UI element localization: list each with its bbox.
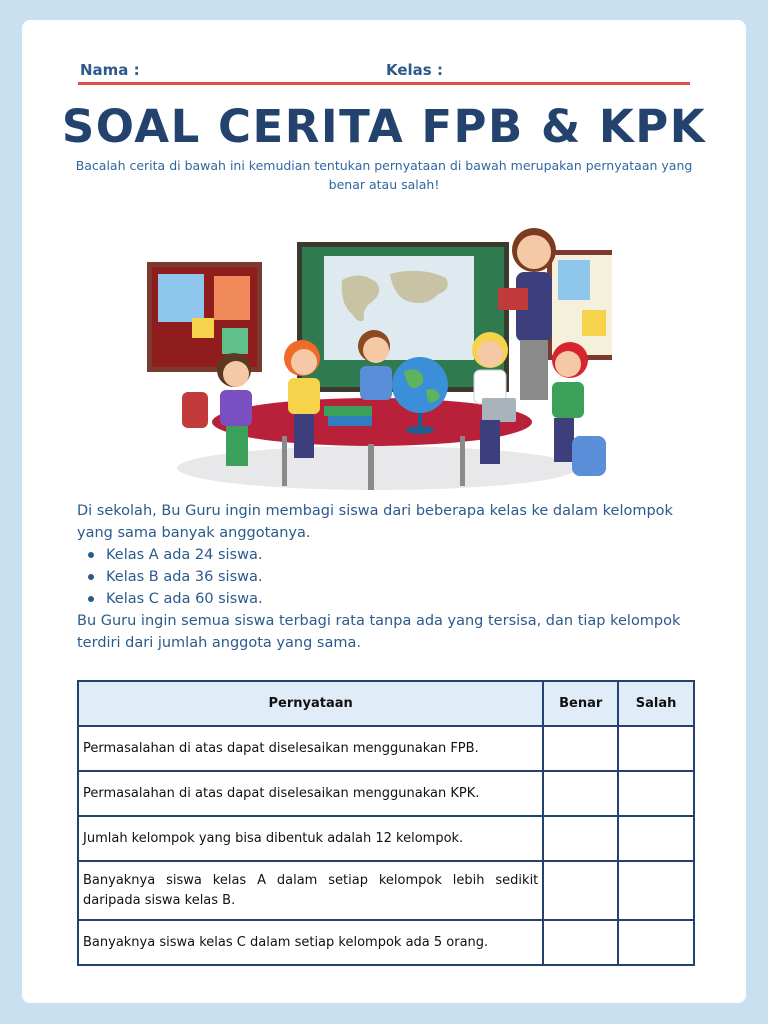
statement-cell: Permasalahan di atas dapat diselesaikan menggunakan FPB. <box>78 726 543 771</box>
list-item: Kelas C ada 60 siswa. <box>77 588 697 610</box>
instructions: Bacalah cerita di bawah ini kemudian tentukan pernyataan di bawah merupakan pernyataan yang benar atau salah! <box>75 158 693 192</box>
nama-label: Nama : <box>80 61 140 79</box>
story-intro: Di sekolah, Bu Guru ingin membagi siswa dari beberapa kelas ke dalam kelompok yang sama banyak anggotanya. <box>77 503 673 541</box>
table-row <box>78 816 694 861</box>
benar-answer-cell[interactable] <box>543 771 618 816</box>
kelas-label: Kelas : <box>386 61 443 79</box>
table-row <box>78 726 694 771</box>
classroom-illustration <box>142 200 612 500</box>
list-item: Kelas A ada 24 siswa. <box>77 544 697 566</box>
story-text <box>77 500 697 654</box>
header-salah: Salah <box>618 681 694 726</box>
page-title: SOAL CERITA FPB & KPK <box>61 100 707 153</box>
header-pernyataan: Pernyataan <box>78 681 543 726</box>
table-row <box>78 771 694 816</box>
benar-answer-cell[interactable] <box>543 816 618 861</box>
story-outro: Bu Guru ingin semua siswa terbagi rata tanpa ada yang tersisa, dan tiap kelompok terdiri dari jumlah anggota yang sama. <box>77 613 681 651</box>
header-benar: Benar <box>543 681 618 726</box>
salah-answer-cell[interactable] <box>618 920 694 965</box>
name-class-row <box>78 61 690 85</box>
class-list <box>77 544 697 610</box>
salah-answer-cell[interactable] <box>618 726 694 771</box>
statement-table <box>77 680 695 966</box>
list-item: Kelas B ada 36 siswa. <box>77 566 697 588</box>
salah-answer-cell[interactable] <box>618 861 694 920</box>
table-row <box>78 861 694 920</box>
statement-cell: Banyaknya siswa kelas C dalam setiap kelompok ada 5 orang. <box>78 920 543 965</box>
salah-answer-cell[interactable] <box>618 816 694 861</box>
salah-answer-cell[interactable] <box>618 771 694 816</box>
statement-cell: Banyaknya siswa kelas A dalam setiap kelompok lebih sedikit daripada siswa kelas B. <box>78 861 543 920</box>
worksheet-page <box>22 20 746 1003</box>
table-header-row <box>78 681 694 726</box>
statement-cell: Jumlah kelompok yang bisa dibentuk adalah 12 kelompok. <box>78 816 543 861</box>
benar-answer-cell[interactable] <box>543 861 618 920</box>
statement-cell: Permasalahan di atas dapat diselesaikan menggunakan KPK. <box>78 771 543 816</box>
benar-answer-cell[interactable] <box>543 920 618 965</box>
benar-answer-cell[interactable] <box>543 726 618 771</box>
table-row <box>78 920 694 965</box>
